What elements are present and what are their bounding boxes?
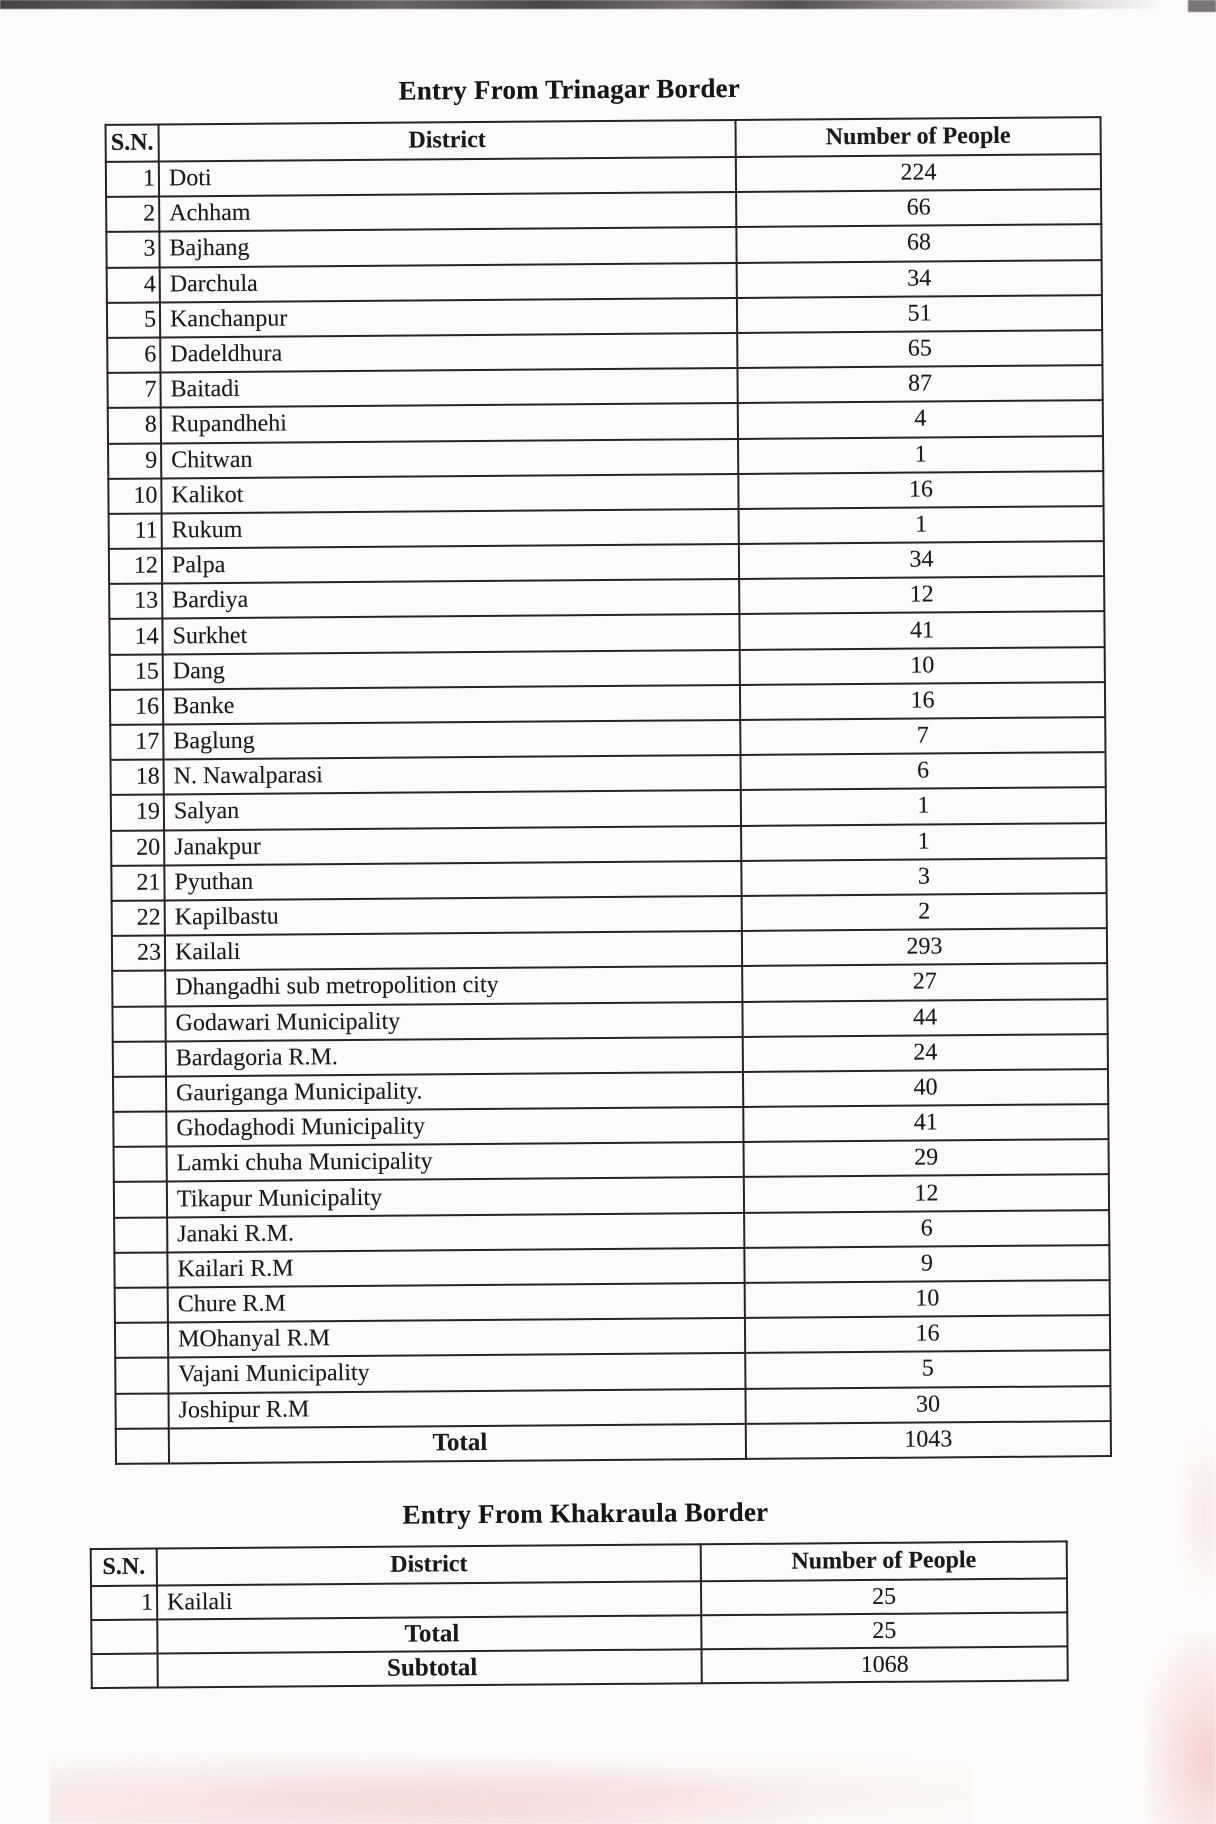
district-cell: Godawari Municipality xyxy=(165,1001,742,1041)
district-cell: Tikapur Municipality xyxy=(167,1177,744,1217)
sn-cell xyxy=(112,1006,165,1042)
count-cell: 5 xyxy=(745,1350,1110,1388)
sn-cell: 13 xyxy=(109,584,162,620)
district-cell: Darchula xyxy=(160,263,737,303)
district-cell: N. Nawalparasi xyxy=(164,755,741,795)
sn-cell xyxy=(113,1041,166,1077)
sn-cell: 20 xyxy=(111,830,164,866)
col-header-number-of-people: Number of People xyxy=(735,117,1100,157)
khakraula-table xyxy=(90,1540,1069,1689)
count-cell: 10 xyxy=(740,647,1105,685)
sn-cell xyxy=(114,1182,167,1218)
count-cell: 66 xyxy=(736,189,1101,227)
total-value-cell: 25 xyxy=(701,1612,1067,1649)
sn-cell: 11 xyxy=(109,513,162,549)
total-label-cell: Total xyxy=(169,1424,746,1464)
count-cell: 41 xyxy=(743,1104,1108,1142)
district-cell: Lamki chuha Municipality xyxy=(167,1142,744,1182)
count-cell: 224 xyxy=(736,154,1101,192)
district-cell: Bardiya xyxy=(162,579,739,619)
count-cell: 44 xyxy=(742,999,1107,1037)
sn-cell: 14 xyxy=(109,619,162,655)
sn-cell xyxy=(113,1112,166,1148)
count-cell: 10 xyxy=(745,1280,1110,1318)
sn-cell: 1 xyxy=(91,1586,157,1621)
sn-cell xyxy=(115,1323,168,1359)
sn-cell: 6 xyxy=(107,337,160,373)
count-cell: 40 xyxy=(743,1069,1108,1107)
district-cell: Banke xyxy=(163,685,740,725)
count-cell: 3 xyxy=(741,858,1106,896)
total-row xyxy=(92,1646,1068,1688)
sn-cell: 16 xyxy=(110,689,163,725)
count-cell: 29 xyxy=(744,1139,1109,1177)
sn-cell: 8 xyxy=(108,408,161,444)
table-title-khakraula: Entry From Khakraula Border xyxy=(402,1496,769,1530)
sn-cell: 4 xyxy=(107,267,160,303)
district-cell: Baitadi xyxy=(160,368,737,408)
count-cell: 12 xyxy=(739,576,1104,614)
count-cell: 4 xyxy=(738,400,1103,438)
district-cell: Kailali xyxy=(165,931,742,971)
district-cell: Dadeldhura xyxy=(160,333,737,373)
count-cell: 25 xyxy=(701,1578,1067,1615)
sn-cell: 21 xyxy=(111,865,164,901)
district-cell: Chure R.M xyxy=(168,1283,745,1323)
count-cell: 51 xyxy=(737,295,1102,333)
sn-cell: 17 xyxy=(110,724,163,760)
count-cell: 9 xyxy=(744,1245,1109,1283)
sn-cell xyxy=(116,1428,169,1464)
count-cell: 6 xyxy=(740,752,1105,790)
district-cell: Janaki R.M. xyxy=(167,1213,744,1253)
district-cell: Rukum xyxy=(162,509,739,549)
trinagar-table xyxy=(105,116,1113,1465)
total-value-cell: 1043 xyxy=(746,1421,1111,1459)
sn-cell xyxy=(114,1147,167,1183)
count-cell: 24 xyxy=(743,1034,1108,1072)
khakraula-table-block xyxy=(89,1494,1082,1689)
district-cell: Surkhet xyxy=(162,614,739,654)
sn-cell xyxy=(113,1076,166,1112)
sn-cell: 15 xyxy=(110,654,163,690)
sn-cell: 23 xyxy=(112,936,165,972)
count-cell: 16 xyxy=(740,682,1105,720)
count-cell: 12 xyxy=(744,1175,1109,1213)
district-cell: Rupandhehi xyxy=(161,403,738,443)
count-cell: 7 xyxy=(740,717,1105,755)
sn-cell: 19 xyxy=(111,795,164,831)
district-cell: Dang xyxy=(163,650,740,690)
trinagar-table-block xyxy=(104,70,1110,1465)
sn-cell xyxy=(114,1217,167,1253)
col-header-district: District xyxy=(157,1544,701,1585)
district-cell: Kailali xyxy=(157,1581,701,1619)
district-cell: Vajani Municipality xyxy=(168,1353,745,1393)
col-header-sn: S.N. xyxy=(106,125,159,162)
col-header-district: District xyxy=(159,120,736,162)
count-cell: 1 xyxy=(739,506,1104,544)
sn-cell: 2 xyxy=(106,197,159,233)
count-cell: 6 xyxy=(744,1210,1109,1248)
district-cell: Janakpur xyxy=(164,826,741,866)
col-header-number-of-people: Number of People xyxy=(701,1541,1067,1581)
scan-artifact-pink-bleedthrough-bottom xyxy=(50,1738,970,1824)
district-cell: Salyan xyxy=(164,790,741,830)
district-cell: Joshipur R.M xyxy=(168,1389,745,1429)
sn-cell xyxy=(115,1358,168,1394)
count-cell: 27 xyxy=(742,963,1107,1001)
district-cell: Gauriganga Municipality. xyxy=(166,1072,743,1112)
scan-artifact-pink-smudge-right xyxy=(1178,1430,1216,1600)
sn-cell xyxy=(91,1620,157,1655)
scan-artifact-pink-streak-bottom-right xyxy=(1146,1636,1216,1824)
sn-cell xyxy=(114,1252,167,1288)
district-cell: Kanchanpur xyxy=(160,298,737,338)
count-cell: 65 xyxy=(737,330,1102,368)
sn-cell: 1 xyxy=(106,162,159,198)
sn-cell: 22 xyxy=(112,900,165,936)
district-cell: Kapilbastu xyxy=(165,896,742,936)
count-cell: 34 xyxy=(737,260,1102,298)
count-cell: 30 xyxy=(745,1386,1110,1424)
total-label-cell: Subtotal xyxy=(158,1649,702,1687)
sn-cell xyxy=(115,1393,168,1429)
district-cell: Ghodaghodi Municipality xyxy=(166,1107,743,1147)
sn-cell: 12 xyxy=(109,549,162,585)
count-cell: 1 xyxy=(738,436,1103,474)
count-cell: 2 xyxy=(742,893,1107,931)
table-title-trinagar: Entry From Trinagar Border xyxy=(398,72,741,106)
count-cell: 87 xyxy=(737,365,1102,403)
district-cell: Achham xyxy=(159,192,736,232)
count-cell: 34 xyxy=(739,541,1104,579)
count-cell: 293 xyxy=(742,928,1107,966)
total-label-cell: Total xyxy=(157,1615,701,1653)
district-cell: Kailari R.M xyxy=(167,1248,744,1288)
count-cell: 68 xyxy=(736,224,1101,262)
sn-cell xyxy=(115,1287,168,1323)
count-cell: 1 xyxy=(741,823,1106,861)
district-cell: MOhanyal R.M xyxy=(168,1318,745,1358)
sn-cell: 5 xyxy=(107,302,160,338)
district-cell: Pyuthan xyxy=(164,861,741,901)
total-row xyxy=(116,1421,1111,1464)
district-cell: Doti xyxy=(159,157,736,197)
district-cell: Baglung xyxy=(163,720,740,760)
sn-cell xyxy=(92,1654,158,1689)
sn-cell: 7 xyxy=(107,373,160,409)
sn-cell: 10 xyxy=(108,478,161,514)
count-cell: 16 xyxy=(745,1315,1110,1353)
sn-cell xyxy=(112,971,165,1007)
total-value-cell: 1068 xyxy=(702,1646,1068,1683)
district-cell: Chitwan xyxy=(161,438,738,478)
district-cell: Kalikot xyxy=(161,474,738,514)
district-cell: Palpa xyxy=(162,544,739,584)
sn-cell: 3 xyxy=(106,232,159,268)
col-header-sn: S.N. xyxy=(91,1549,157,1587)
district-cell: Bajhang xyxy=(159,227,736,267)
sn-cell: 9 xyxy=(108,443,161,479)
district-cell: Dhangadhi sub metropolition city xyxy=(165,966,742,1006)
count-cell: 41 xyxy=(739,612,1104,650)
sn-cell: 18 xyxy=(111,760,164,796)
count-cell: 16 xyxy=(738,471,1103,509)
district-cell: Bardagoria R.M. xyxy=(166,1037,743,1077)
count-cell: 1 xyxy=(741,787,1106,825)
